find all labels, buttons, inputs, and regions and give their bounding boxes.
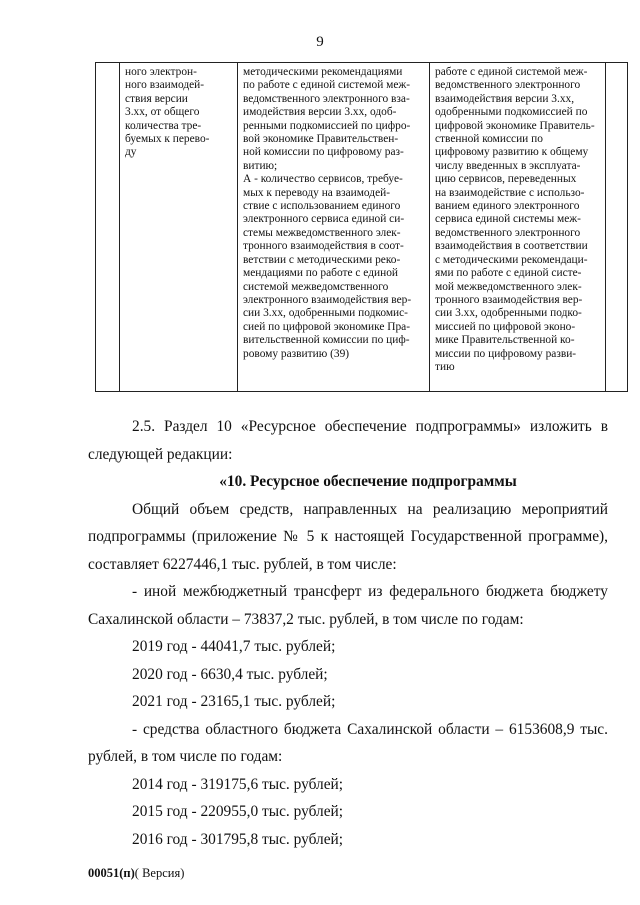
federal-year-line: 2019 год - 44041,7 тыс. рублей; <box>132 638 336 655</box>
table-cell-formula: методическими рекомендациями по работе с единой системой меж- ведомственного электронного вза- имодействия версии 3.хх, одоб- ренными подкомиссией по цифро- вой экономике Правительствен- ной комиссии по цифровому раз- витию; А - количество сервисов, требуе- мых к переводу на взаимодей- ствие с использованием единого электронного сервиса единой си- стемы межведомственного элек- тронного взаимодействия в соот- ветствии с методическими реко- мендациями по работе с единой системой межведомственного электронного взаимодействия вер- сии 3.хх, одобренными подкомис- сией по цифровой экономике Пра- вительственной комиссии по циф- ровому развитию (39) <box>238 63 430 392</box>
regional-year-line: 2015 год - 220955,0 тыс. рублей; <box>132 803 344 820</box>
document-code: 00051(п) <box>88 866 135 880</box>
federal-transfer-paragraph: - иной межбюджетный трансферт из федерального бюджета бюджету Сахалинской области – 73837,2 тыс. рублей, в том числе по годам: <box>88 583 608 628</box>
regional-year-line: 2016 год - 301795,8 тыс. рублей; <box>132 830 344 848</box>
indicator-table <box>95 62 628 392</box>
federal-year-line: 2020 год - 6630,4 тыс. рублей; <box>132 665 328 683</box>
table-cell-indicator-name: ного электрон- ного взаимодей- ствия версии 3.хх, от общего количества тре- буемых к перево- ду <box>120 63 238 392</box>
table-row <box>96 63 628 392</box>
document-footer <box>88 866 184 881</box>
regional-budget-paragraph: - средства областного бюджета Сахалинской области – 6153608,9 тыс. рублей, в том числе по годам: <box>88 720 608 765</box>
table-cell-description: работе с единой системой меж- ведомственного электронного взаимодействия версии 3.хх, одобренными подкомиссией по цифровой экономике Правитель- ственной комиссии по цифровому развитию к общему числу введенных в эксплуата- цию сервисов, переведенных на взаимодействие с использо- ванием единого электронного сервиса единой системы меж- ведомственного электронного взаимодействия в соответствии с методическими рекомендаци- ями по работе с единой систе- мой межведомственного элек- тронного взаимодействия вер- сии 3.хх, одобренными подко- миссией по цифровой эконо- мике Правительственной ко- миссии по цифровому разви- тию <box>430 63 606 392</box>
document-body <box>88 413 608 853</box>
federal-year-line: 2021 год - 23165,1 тыс. рублей; <box>132 693 336 710</box>
section-heading: «10. Ресурсное обеспечение подпрограммы <box>219 473 517 490</box>
page-number: 9 <box>316 34 324 50</box>
total-funding-paragraph: Общий объем средств, направленных на реализацию мероприятий подпрограммы (приложение № 5 к настоящей Государственной программе), составляет 6227446,1 тыс. рублей, в том числе: <box>88 500 608 573</box>
table-cell-empty <box>606 63 628 392</box>
amendment-paragraph: 2.5. Раздел 10 «Ресурсное обеспечение подпрограммы» изложить в следующей редакции: <box>88 418 608 463</box>
table-cell-number <box>96 63 120 392</box>
indicator-table-continuation <box>95 62 595 392</box>
regional-year-line: 2014 год - 319175,6 тыс. рублей; <box>132 775 344 793</box>
document-version: ( Версия) <box>134 866 185 880</box>
